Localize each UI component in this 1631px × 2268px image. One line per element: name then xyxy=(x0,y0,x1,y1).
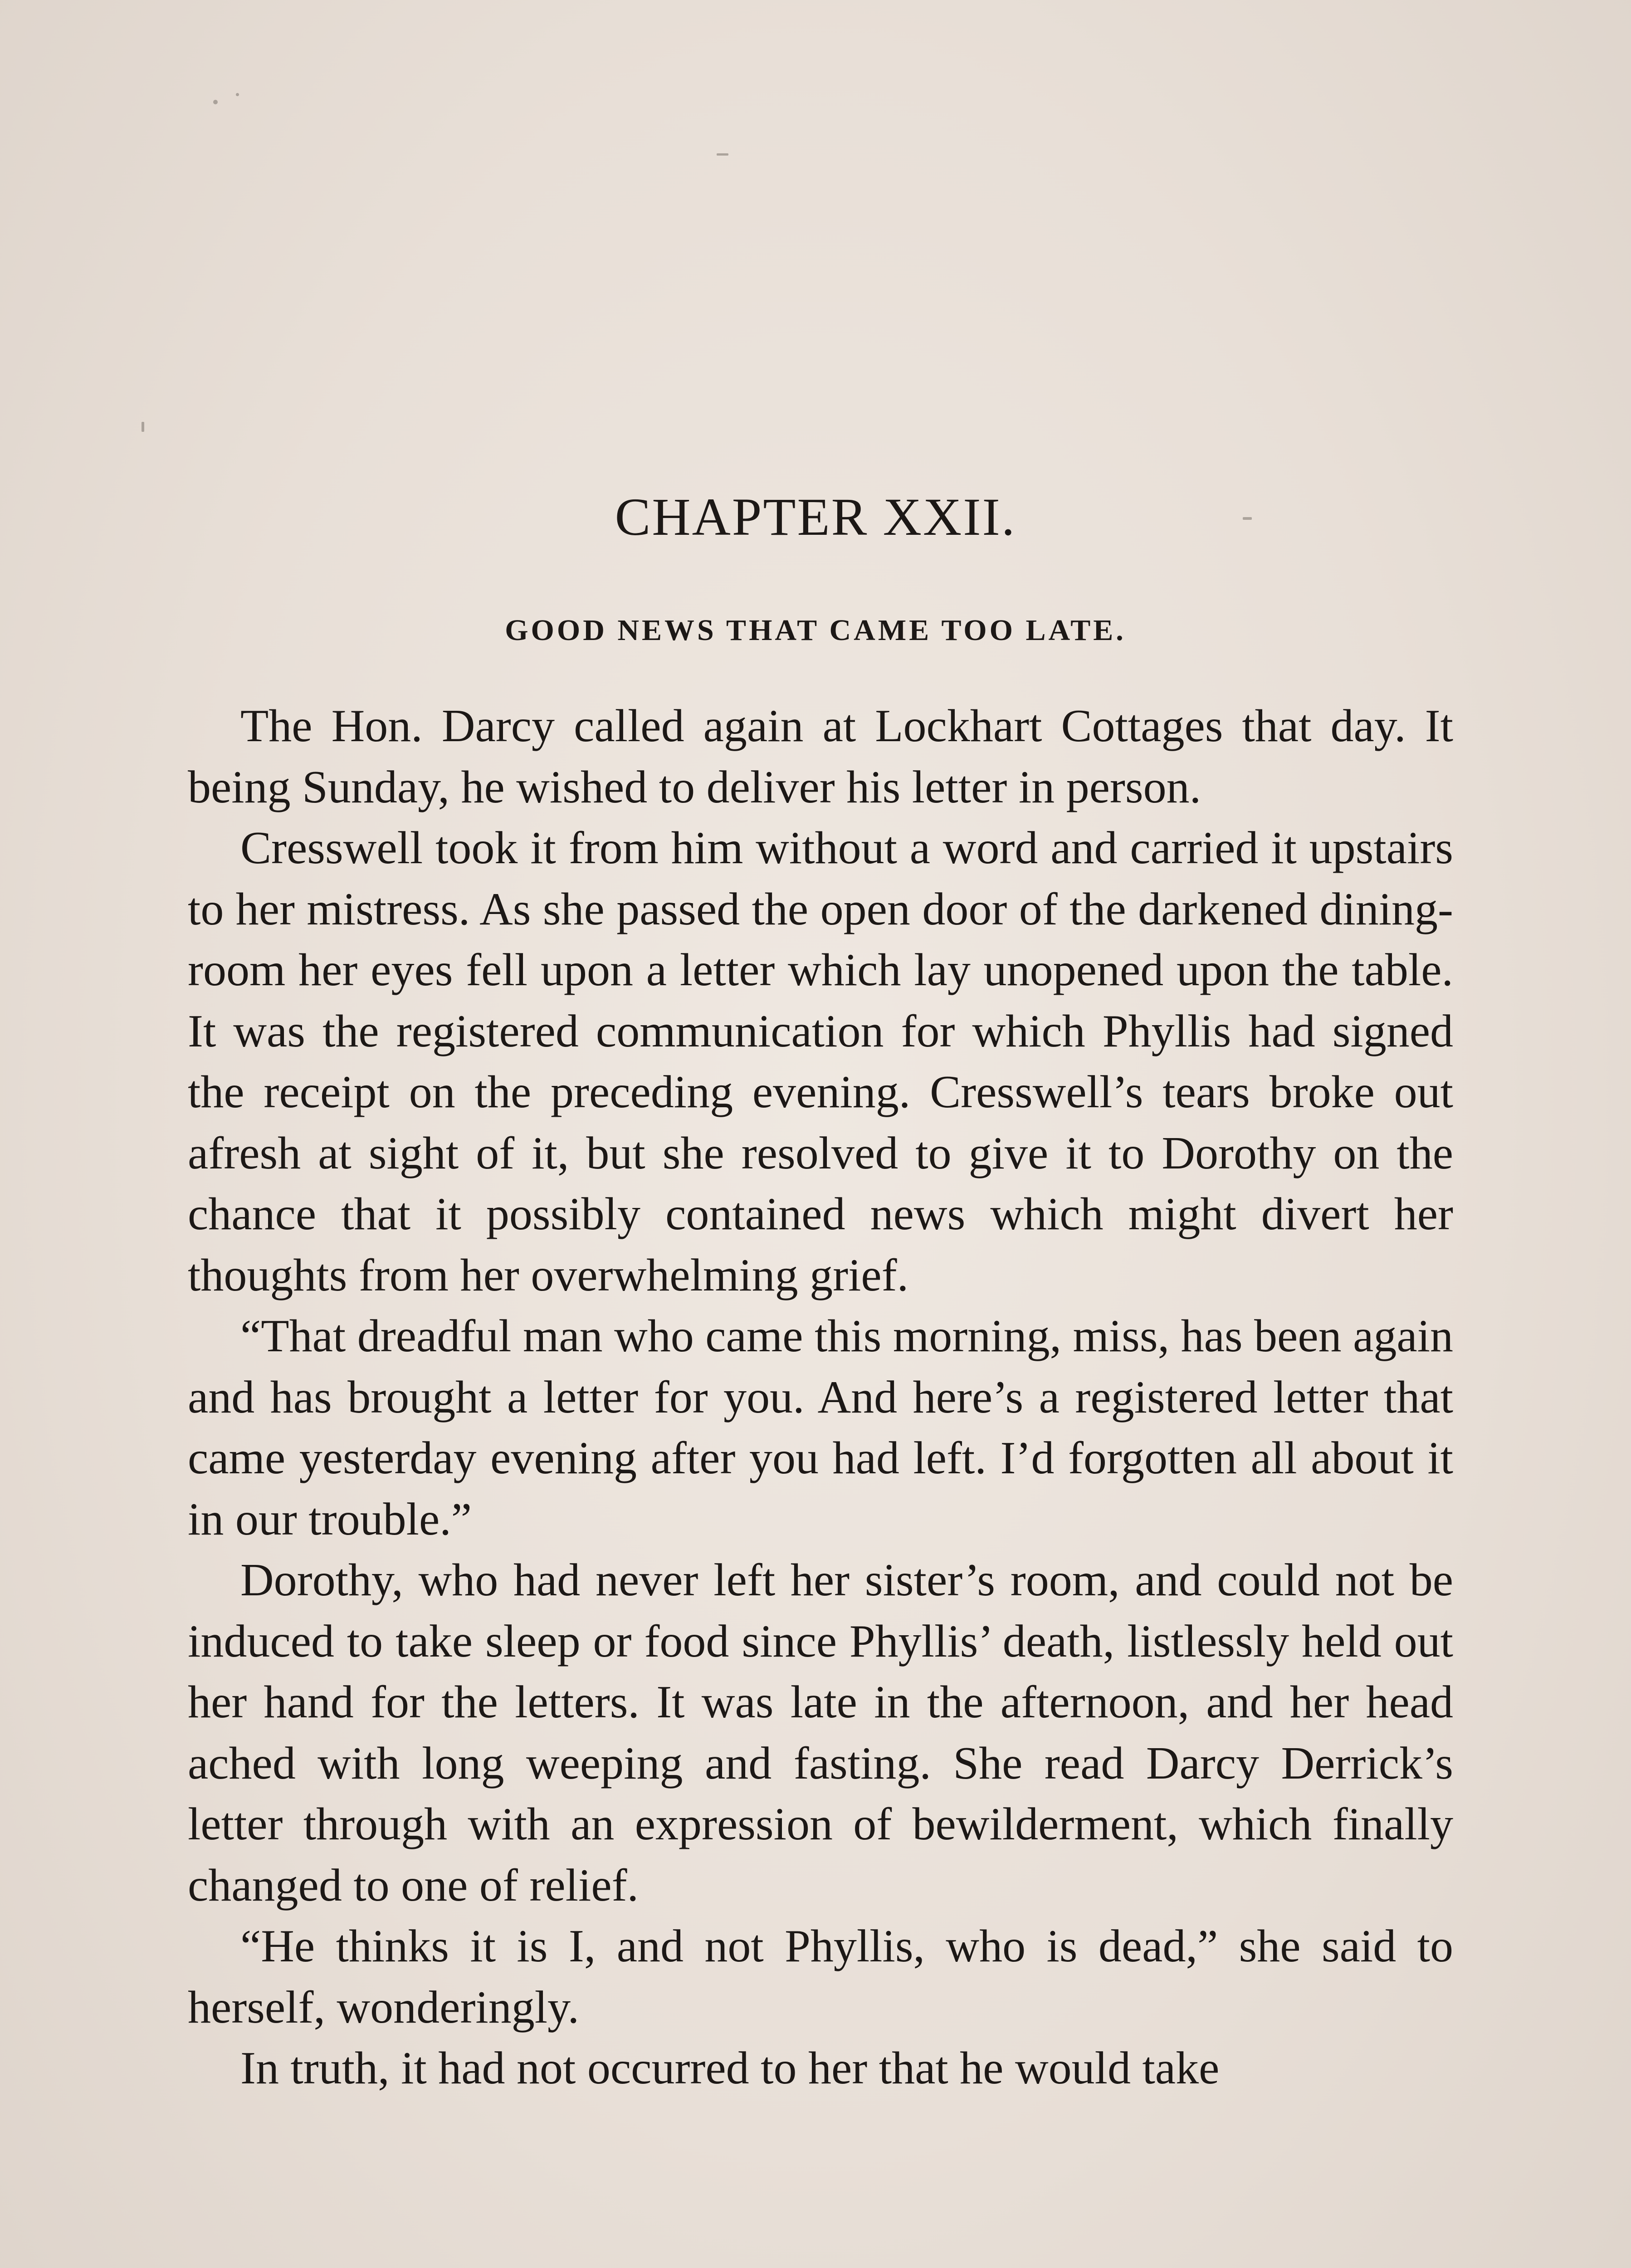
print-speck xyxy=(142,422,144,432)
paragraph: “He thinks it is I, and not Phyllis, who is dead,” she said to herself, wonderingly. xyxy=(188,1921,1453,2033)
print-speck xyxy=(717,153,728,156)
print-speck xyxy=(236,93,239,96)
paragraph: “That dreadful man who came this morning, miss, has been again and has brought a letter for you. And here’s a registered letter that came yesterday evening after you had left. I’d forgotten all about it in our trouble.” xyxy=(188,1310,1453,1545)
paragraph: In truth, it had not occurred to her that he would take xyxy=(240,2043,1220,2094)
paragraph: Cresswell took it from him without a word and carried it upstairs to her mistress. As she passed the open door of the darkened dining-room her eyes fell upon a letter which lay unopened upon the table. It was the registered communication for which Phyllis had signed the receipt on the preceding evening. Cresswell’s tears broke out afresh at sight of it, but she resolved to give it to Dorothy on the chance that it possibly contained news which might divert her thoughts from her overwhelming grief. xyxy=(188,822,1453,1301)
paragraph: Dorothy, who had never left her sister’s room, and could not be induced to take sleep or food since Phyllis’ death, listlessly held out her hand for the letters. It was late in the afternoon, and her head ached with long weeping and fasting. She read Darcy Derrick’s letter through with an expression of bewilderment, which finally changed to one of relief. xyxy=(188,1554,1453,1911)
chapter-subtitle: GOOD NEWS THAT CAME TOO LATE. xyxy=(505,614,1126,647)
chapter-body xyxy=(188,696,1453,2099)
paragraph: The Hon. Darcy called again at Lockhart Cottages that day. It being Sunday, he wished to deliver his letter in person. xyxy=(188,700,1453,813)
print-speck xyxy=(213,100,218,104)
chapter-title: CHAPTER XXII. xyxy=(615,487,1016,547)
